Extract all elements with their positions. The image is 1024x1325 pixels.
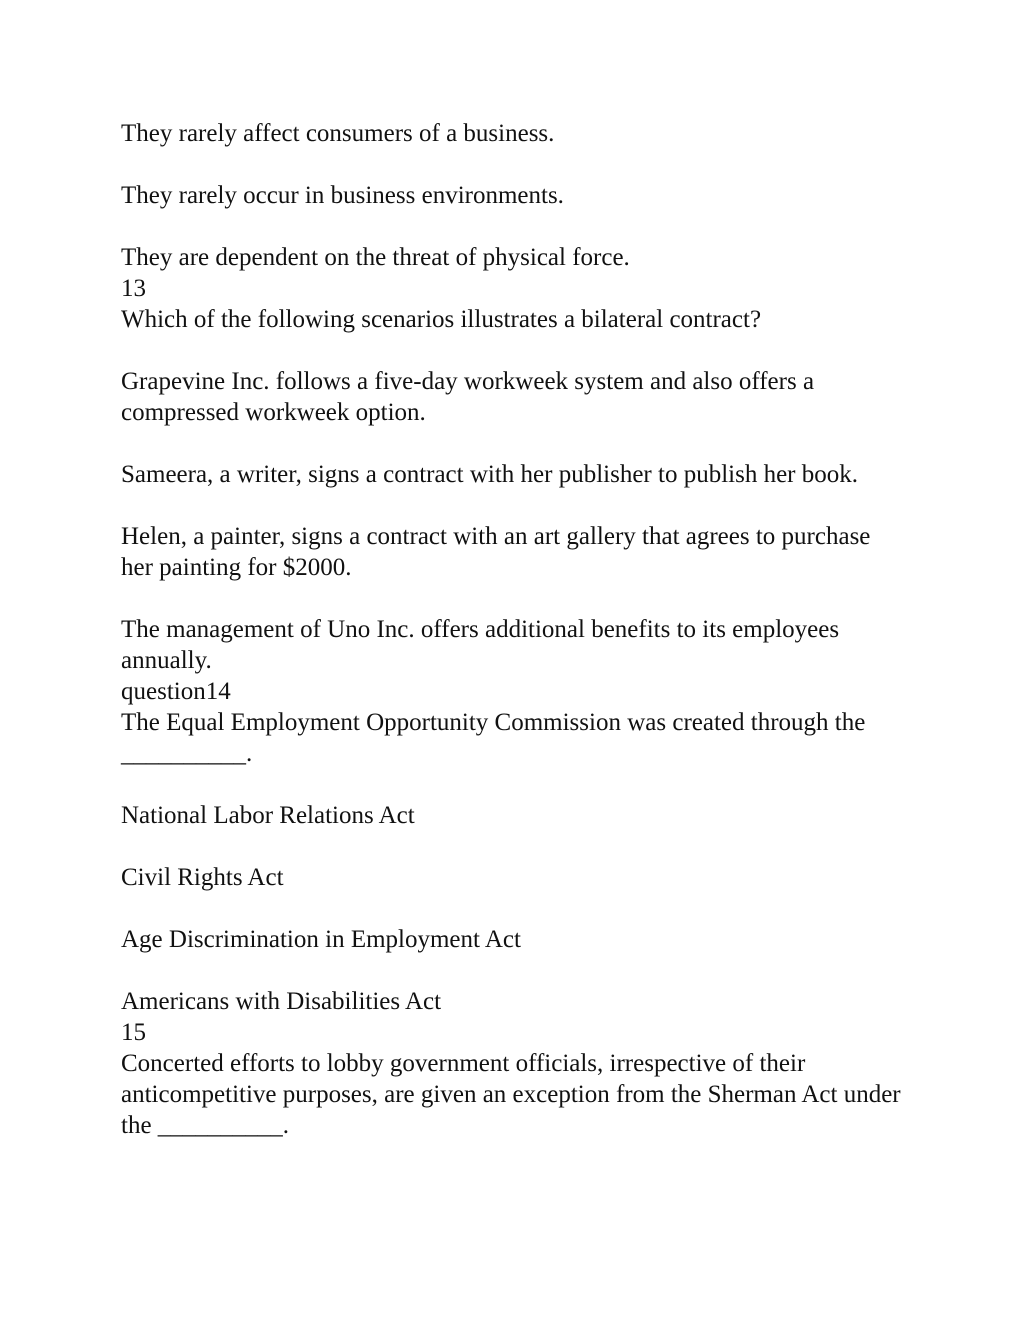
- q13-option-3: Helen, a painter, signs a contract with an art gallery that agrees to purchase her painting for $2000.: [121, 523, 871, 581]
- q13-question: Which of the following scenarios illustrates a bilateral contract?: [121, 306, 762, 333]
- q12-option-3: They are dependent on the threat of physical force.: [121, 244, 630, 271]
- spacer: [121, 335, 901, 366]
- spacer: [121, 428, 901, 459]
- q13-number: 13: [121, 275, 146, 302]
- q15-number: 15: [121, 1019, 146, 1046]
- q12-option-2: They rarely occur in business environments.: [121, 182, 564, 209]
- spacer: [121, 211, 901, 242]
- spacer: [121, 955, 901, 986]
- spacer: [121, 893, 901, 924]
- q14-option-2: Civil Rights Act: [121, 864, 284, 891]
- q14-question: The Equal Employment Opportunity Commission was created through the __________.: [121, 709, 866, 767]
- q14-option-3: Age Discrimination in Employment Act: [121, 926, 521, 953]
- q14-option-4: Americans with Disabilities Act: [121, 988, 442, 1015]
- q14-option-1: National Labor Relations Act: [121, 802, 415, 829]
- q12-option-1: They rarely affect consumers of a business.: [121, 120, 555, 147]
- spacer: [121, 831, 901, 862]
- q15-question: Concerted efforts to lobby government officials, irrespective of their anticompetitive purposes, are given an exception from the Sherman Act under the __________.: [121, 1050, 901, 1139]
- document-page: [121, 118, 901, 1141]
- spacer: [121, 769, 901, 800]
- spacer: [121, 583, 901, 614]
- q13-option-1: Grapevine Inc. follows a five-day workweek system and also offers a compressed workweek option.: [121, 368, 815, 426]
- spacer: [121, 490, 901, 521]
- spacer: [121, 149, 901, 180]
- q13-option-2: Sameera, a writer, signs a contract with her publisher to publish her book.: [121, 461, 858, 488]
- q13-option-4: The management of Uno Inc. offers additional benefits to its employees annually.: [121, 616, 840, 674]
- q14-number: question14: [121, 678, 231, 705]
